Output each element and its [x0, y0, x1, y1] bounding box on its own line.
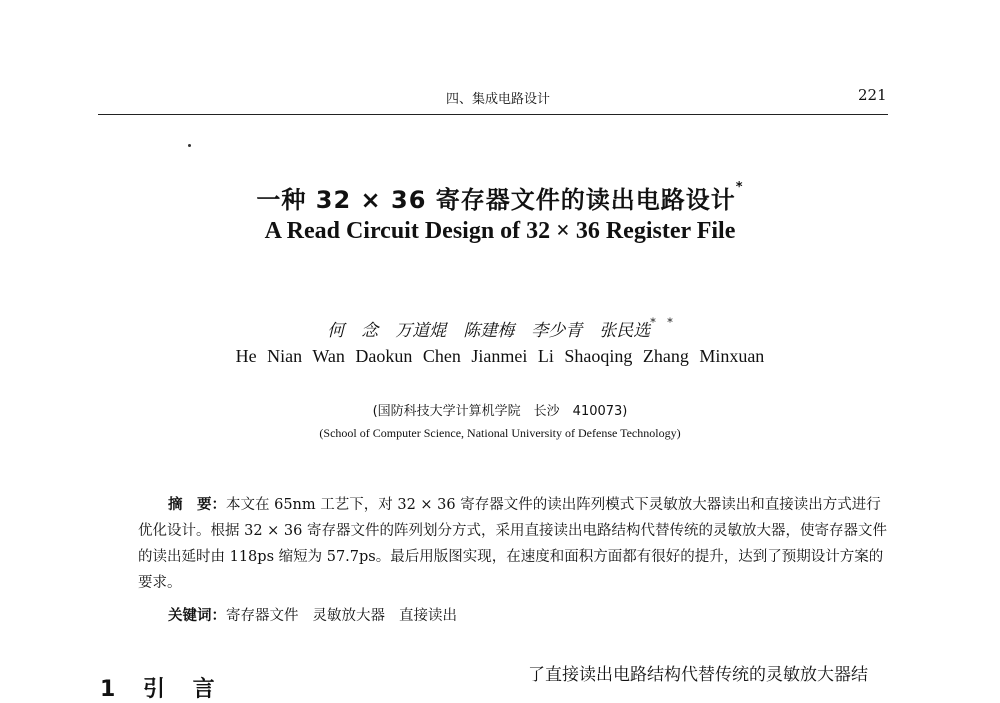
header-divider — [98, 114, 888, 115]
page-number: 221 — [858, 86, 887, 104]
stray-mark — [188, 144, 191, 147]
abstract — [138, 492, 890, 596]
keywords — [168, 604, 471, 625]
abstract-text: 本文在 65nm 工艺下，对 32 × 36 寄存器文件的读出阵列模式下灵敏放大器读出和直接读出方式进行优化设计。根据 32 × 36 寄存器文件的阵列划分方式，采用直接读出电路结构代替传统的灵敏放大器，使寄存器文件的读出延时由 118ps 缩短为 57.7ps。最后用版图实现，在速度和面积方面都有很好的提升，达到了预期设计方案的要求。 — [138, 497, 887, 591]
authors-english: He Nian Wan Daokun Chen Jianmei Li Shaoqing Zhang Minxuan — [235, 346, 765, 366]
section-heading: 1 引 言 — [100, 677, 225, 702]
keywords-label: 关键词： — [168, 608, 226, 624]
right-column-text: 了直接读出电路结构代替传统的灵敏放大器结 — [528, 665, 868, 685]
affiliation-chinese: (国防科技大学计算机学院 长沙 410073) — [372, 404, 628, 419]
running-header-section: 四、集成电路设计 — [446, 92, 551, 107]
title-footnote-mark: * — [735, 180, 744, 195]
title-chinese — [0, 180, 1000, 215]
authors-chinese — [0, 316, 1000, 341]
title-english: A Read Circuit Design of 32 × 36 Register File — [264, 218, 736, 244]
keyword-item: 灵敏放大器 — [312, 608, 385, 624]
authors-footnote-mark: * * — [650, 316, 673, 329]
affiliation-english: (School of Computer Science, National University of Defense Technology) — [319, 426, 681, 440]
title-chinese-text: 一种 32 × 36 寄存器文件的读出电路设计 — [256, 186, 736, 214]
keyword-item: 直接读出 — [399, 608, 457, 624]
authors-chinese-text: 何 念 万道焜 陈建梅 李少青 张民选 — [327, 321, 651, 341]
abstract-label: 摘 要： — [168, 497, 226, 513]
keyword-item: 寄存器文件 — [226, 608, 299, 624]
